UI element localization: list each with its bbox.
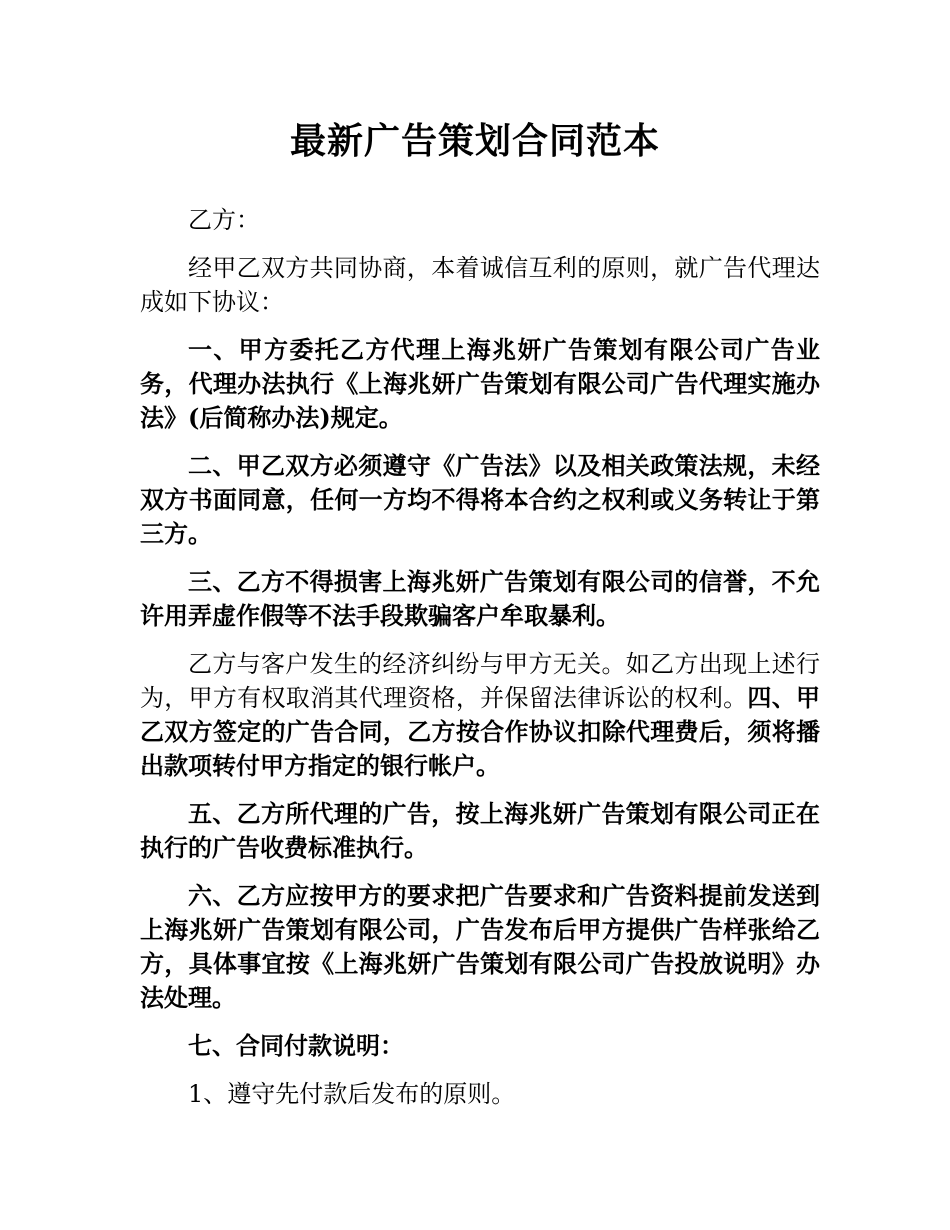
payment-item-1: 1、遵守先付款后发布的原则。 xyxy=(188,1080,516,1108)
clause-3: 三、乙方不得损害上海兆妍广告策划有限公司的信誉，不允许用弄虚作假等不法手段欺骗客户牟取暴利。 xyxy=(140,567,820,630)
document-title: 最新广告策划合同范本 xyxy=(289,120,660,162)
document-body xyxy=(140,203,820,1125)
clause-4: 四、甲乙双方签定的广告合同，乙方按合作协议扣除代理费后，须将播出款项转付甲方指定的银行帐户。 xyxy=(140,683,820,780)
clause-1: 一、甲方委托乙方代理上海兆妍广告策划有限公司广告业务，代理办法执行《上海兆妍广告策划有限公司广告代理实施办法》(后简称办法)规定。 xyxy=(140,335,820,432)
clause-7-heading: 七、合同付款说明： xyxy=(188,1031,404,1060)
paragraph-dispute xyxy=(140,647,820,783)
paragraph-party-b: 乙方： xyxy=(188,206,260,234)
clause-6: 六、乙方应按甲方的要求把广告要求和广告资料提前发送到上海兆妍广告策划有限公司，广告发布后甲方提供广告样张给乙方，具体事宜按《上海兆妍广告策划有限公司广告投放说明》办法处理。 xyxy=(140,881,820,1012)
dispute-text: 乙方与客户发生的经济纠纷与甲方无关。如乙方出现上述行为，甲方有权取消其代理资格，并保留法律诉讼的权利。 xyxy=(140,650,820,712)
clause-5: 五、乙方所代理的广告，按上海兆妍广告策划有限公司正在执行的广告收费标准执行。 xyxy=(140,799,820,862)
clause-2: 二、甲乙双方必须遵守《广告法》以及相关政策法规，未经双方书面同意，任何一方均不得将本合约之权利或义务转让于第三方。 xyxy=(140,451,820,548)
paragraph-preamble: 经甲乙双方共同协商，本着诚信互利的原则，就广告代理达成如下协议： xyxy=(140,254,820,316)
